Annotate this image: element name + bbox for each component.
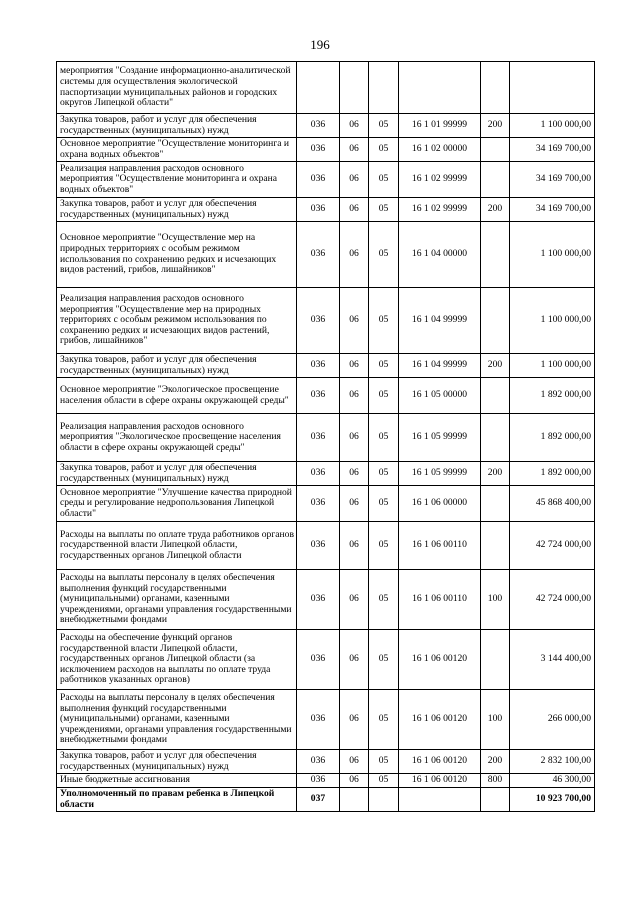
cell-csr: 16 1 06 00110 (399, 522, 481, 570)
cell-csr: 16 1 05 99999 (399, 462, 481, 486)
cell-ved: 036 (297, 378, 340, 414)
cell-vr (481, 378, 510, 414)
cell-csr: 16 1 05 00000 (399, 378, 481, 414)
cell-rz: 06 (340, 222, 369, 288)
cell-ved: 036 (297, 162, 340, 198)
cell-name: Иные бюджетные ассигнования (57, 774, 297, 788)
budget-table (56, 61, 595, 812)
table-row (57, 522, 595, 570)
cell-sum: 42 724 000,00 (510, 522, 595, 570)
cell-vr (481, 62, 510, 114)
cell-name: Реализация направления расходов основного мероприятия "Экологическое просвещение населения области в сфере охраны окружающей среды" (57, 414, 297, 462)
cell-csr: 16 1 06 00120 (399, 630, 481, 690)
cell-pr: 05 (369, 414, 399, 462)
cell-pr: 05 (369, 690, 399, 750)
cell-sum: 1 100 000,00 (510, 288, 595, 354)
cell-ved: 036 (297, 570, 340, 630)
cell-rz: 06 (340, 198, 369, 222)
cell-ved: 036 (297, 522, 340, 570)
cell-csr: 16 1 06 00120 (399, 690, 481, 750)
cell-rz: 06 (340, 486, 369, 522)
cell-rz: 06 (340, 630, 369, 690)
cell-csr: 16 1 05 99999 (399, 414, 481, 462)
cell-rz: 06 (340, 378, 369, 414)
cell-rz: 06 (340, 114, 369, 138)
table-row (57, 114, 595, 138)
cell-sum: 34 169 700,00 (510, 198, 595, 222)
table-row (57, 690, 595, 750)
cell-ved: 036 (297, 750, 340, 774)
cell-csr: 16 1 06 00120 (399, 774, 481, 788)
cell-vr: 200 (481, 750, 510, 774)
cell-vr (481, 414, 510, 462)
cell-name: Реализация направления расходов основного мероприятия "Осуществление мониторинга и охрана водных объектов" (57, 162, 297, 198)
cell-pr: 05 (369, 750, 399, 774)
cell-ved: 036 (297, 630, 340, 690)
cell-vr (481, 630, 510, 690)
cell-pr: 05 (369, 138, 399, 162)
cell-ved: 036 (297, 414, 340, 462)
cell-pr (369, 62, 399, 114)
cell-pr: 05 (369, 288, 399, 354)
cell-rz: 06 (340, 138, 369, 162)
cell-ved: 036 (297, 222, 340, 288)
cell-sum (510, 62, 595, 114)
cell-sum: 34 169 700,00 (510, 138, 595, 162)
cell-ved (297, 62, 340, 114)
cell-csr (399, 788, 481, 812)
cell-sum: 3 144 400,00 (510, 630, 595, 690)
cell-name: Основное мероприятие "Осуществление мониторинга и охрана водных объектов" (57, 138, 297, 162)
table-row (57, 486, 595, 522)
cell-name: Основное мероприятие "Экологическое просвещение населения области в сфере охраны окружающей среды" (57, 378, 297, 414)
cell-name: Расходы на обеспечение функций органов государственной власти Липецкой области, государственных органов Липецкой области (за исключением расходов на выплаты по оплате труда работников указанных органов) (57, 630, 297, 690)
cell-rz (340, 62, 369, 114)
cell-vr: 100 (481, 570, 510, 630)
cell-pr: 05 (369, 354, 399, 378)
cell-pr: 05 (369, 222, 399, 288)
cell-rz (340, 788, 369, 812)
cell-ved: 036 (297, 462, 340, 486)
table-row (57, 288, 595, 354)
cell-pr: 05 (369, 162, 399, 198)
cell-sum: 266 000,00 (510, 690, 595, 750)
cell-name: Закупка товаров, работ и услуг для обеспечения государственных (муниципальных) нужд (57, 750, 297, 774)
cell-name: Расходы на выплаты персоналу в целях обеспечения выполнения функций государственными (муниципальными) органами, казенными учреждениями, органами управления государственными внебюджетными фондами (57, 570, 297, 630)
cell-vr: 200 (481, 354, 510, 378)
cell-pr: 05 (369, 774, 399, 788)
cell-rz: 06 (340, 690, 369, 750)
cell-pr: 05 (369, 486, 399, 522)
table-row (57, 750, 595, 774)
cell-pr: 05 (369, 570, 399, 630)
cell-name: Реализация направления расходов основного мероприятия "Осуществление мер на природных территориях с особым режимом использования по сохранению редких и исчезающих видов растений, грибов, лишайников" (57, 288, 297, 354)
cell-rz: 06 (340, 162, 369, 198)
cell-sum: 42 724 000,00 (510, 570, 595, 630)
cell-ved: 036 (297, 114, 340, 138)
cell-vr: 200 (481, 114, 510, 138)
cell-csr: 16 1 04 00000 (399, 222, 481, 288)
cell-csr: 16 1 01 99999 (399, 114, 481, 138)
page-number: 196 (310, 37, 330, 52)
cell-rz: 06 (340, 750, 369, 774)
cell-vr (481, 288, 510, 354)
cell-name: Закупка товаров, работ и услуг для обеспечения государственных (муниципальных) нужд (57, 198, 297, 222)
cell-csr: 16 1 06 00120 (399, 750, 481, 774)
cell-rz: 06 (340, 522, 369, 570)
cell-ved: 036 (297, 138, 340, 162)
cell-name: Основное мероприятие "Осуществление мер на природных территориях с особым режимом использования по сохранению редких и исчезающих видов растений, грибов, лишайников" (57, 222, 297, 288)
cell-pr: 05 (369, 198, 399, 222)
cell-sum: 10 923 700,00 (510, 788, 595, 812)
cell-pr: 05 (369, 378, 399, 414)
cell-pr (369, 788, 399, 812)
cell-csr: 16 1 02 99999 (399, 162, 481, 198)
cell-sum: 1 892 000,00 (510, 462, 595, 486)
table-body (57, 62, 595, 812)
table-row (57, 462, 595, 486)
cell-vr (481, 486, 510, 522)
cell-csr (399, 62, 481, 114)
cell-name: Закупка товаров, работ и услуг для обеспечения государственных (муниципальных) нужд (57, 462, 297, 486)
table-row (57, 62, 595, 114)
cell-name: Закупка товаров, работ и услуг для обеспечения государственных (муниципальных) нужд (57, 354, 297, 378)
cell-pr: 05 (369, 630, 399, 690)
cell-name: мероприятия "Создание информационно-аналитической системы для осуществления экологической паспортизации муниципальных районов и городских округов Липецкой области" (57, 62, 297, 114)
cell-vr (481, 222, 510, 288)
cell-vr: 800 (481, 774, 510, 788)
cell-rz: 06 (340, 570, 369, 630)
cell-csr: 16 1 06 00000 (399, 486, 481, 522)
cell-ved: 036 (297, 486, 340, 522)
cell-csr: 16 1 06 00110 (399, 570, 481, 630)
cell-sum: 1 892 000,00 (510, 378, 595, 414)
cell-rz: 06 (340, 774, 369, 788)
table-row (57, 774, 595, 788)
cell-sum: 1 100 000,00 (510, 222, 595, 288)
cell-vr (481, 138, 510, 162)
cell-ved: 037 (297, 788, 340, 812)
cell-sum: 45 868 400,00 (510, 486, 595, 522)
table-row (57, 414, 595, 462)
cell-name: Основное мероприятие "Улучшение качества природной среды и регулирование недропользования Липецкой области" (57, 486, 297, 522)
cell-ved: 036 (297, 198, 340, 222)
cell-ved: 036 (297, 690, 340, 750)
cell-vr (481, 162, 510, 198)
cell-rz: 06 (340, 414, 369, 462)
cell-name: Уполномоченный по правам ребенка в Липецкой области (57, 788, 297, 812)
table-row (57, 222, 595, 288)
table-row (57, 138, 595, 162)
cell-rz: 06 (340, 288, 369, 354)
cell-rz: 06 (340, 462, 369, 486)
cell-vr: 200 (481, 198, 510, 222)
cell-csr: 16 1 04 99999 (399, 354, 481, 378)
cell-name: Закупка товаров, работ и услуг для обеспечения государственных (муниципальных) нужд (57, 114, 297, 138)
cell-ved: 036 (297, 774, 340, 788)
cell-vr (481, 788, 510, 812)
cell-csr: 16 1 02 00000 (399, 138, 481, 162)
cell-sum: 2 832 100,00 (510, 750, 595, 774)
table-row (57, 162, 595, 198)
table-row (57, 570, 595, 630)
cell-csr: 16 1 04 99999 (399, 288, 481, 354)
cell-pr: 05 (369, 522, 399, 570)
cell-rz: 06 (340, 354, 369, 378)
table-row (57, 198, 595, 222)
cell-vr (481, 522, 510, 570)
table-row (57, 378, 595, 414)
cell-sum: 46 300,00 (510, 774, 595, 788)
cell-name: Расходы на выплаты по оплате труда работников органов государственной власти Липецкой области, государственных органов Липецкой области (57, 522, 297, 570)
cell-pr: 05 (369, 462, 399, 486)
cell-vr: 200 (481, 462, 510, 486)
cell-sum: 1 892 000,00 (510, 414, 595, 462)
cell-ved: 036 (297, 354, 340, 378)
table-row (57, 788, 595, 812)
cell-ved: 036 (297, 288, 340, 354)
cell-sum: 34 169 700,00 (510, 162, 595, 198)
table-row (57, 630, 595, 690)
cell-sum: 1 100 000,00 (510, 354, 595, 378)
cell-pr: 05 (369, 114, 399, 138)
cell-sum: 1 100 000,00 (510, 114, 595, 138)
cell-csr: 16 1 02 99999 (399, 198, 481, 222)
cell-name: Расходы на выплаты персоналу в целях обеспечения выполнения функций государственными (муниципальными) органами, казенными учреждениями, органами управления государственными внебюджетными фондами (57, 690, 297, 750)
cell-vr: 100 (481, 690, 510, 750)
table-row (57, 354, 595, 378)
